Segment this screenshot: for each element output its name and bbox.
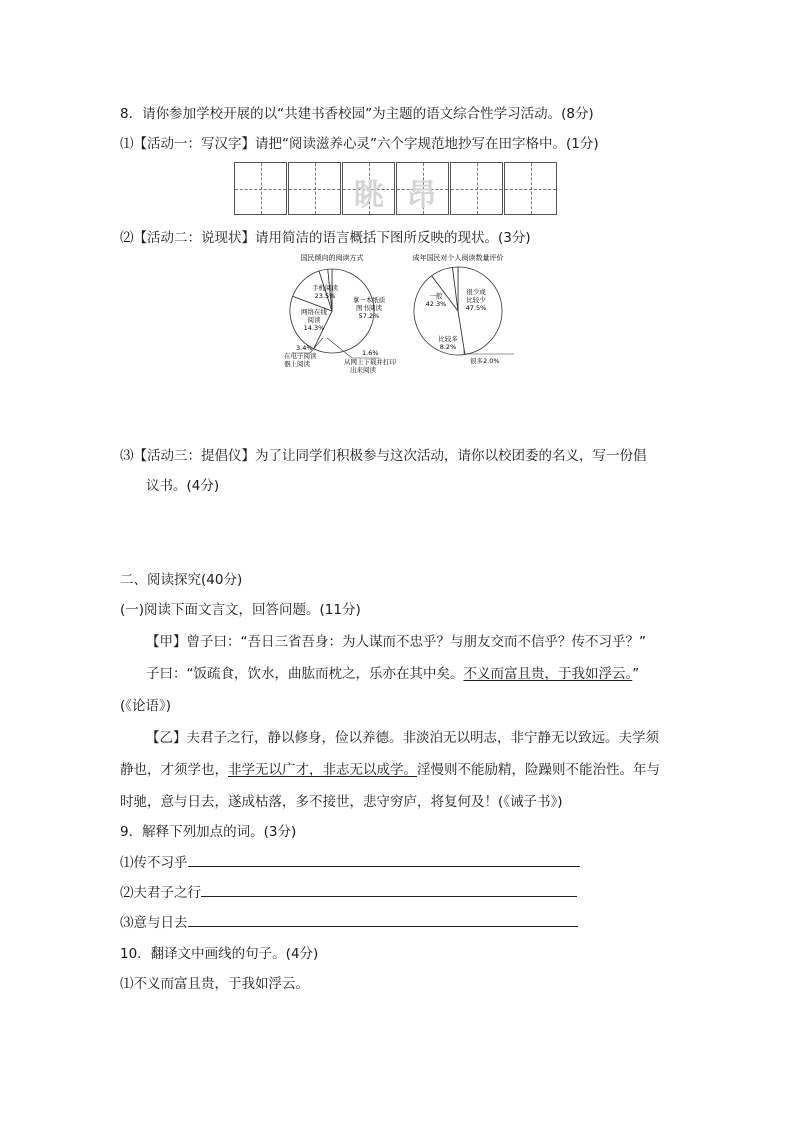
passage-yi-line3: 时驰，意与日去，遂成枯落，多不接世，悲守穷庐，将复何及！(《诫子书》) bbox=[120, 794, 563, 810]
q8-activity-2: ⑵【活动二：说现状】请用简洁的语言概括下图所反映的现状。(3分) bbox=[120, 230, 531, 246]
chart1-label-online-1: 网络在线 bbox=[301, 308, 327, 316]
section2-sub1: (一)阅读下面文言文，回答问题。(11分) bbox=[120, 602, 361, 618]
passage-yi-line1: 【乙】夫君子之行，静以修身，俭以养德。非淡泊无以明志，非宁静无以致远。夫学须 bbox=[146, 730, 659, 746]
q9-item-1 bbox=[120, 852, 580, 873]
chart1-label-ereader-2: 器上阅读 bbox=[284, 360, 310, 368]
chart1-label-print-1: 从网上下载并打印 bbox=[344, 358, 396, 366]
chart2-label-avg: 一般 bbox=[429, 292, 443, 300]
chart1-value-paper: 57.2% bbox=[358, 312, 380, 320]
chart2-value-avg: 42.3% bbox=[425, 300, 447, 308]
chart1-title: 国民倾向的阅读方式 bbox=[300, 254, 364, 262]
answer-line-q9-3[interactable] bbox=[188, 912, 578, 927]
chart2-label-few-1: 很少或 bbox=[466, 288, 486, 296]
chart1-label-ereader-1: 在电子阅读 bbox=[284, 352, 317, 360]
grid-cell[interactable] bbox=[288, 162, 341, 215]
passage-jia-line2 bbox=[146, 664, 639, 684]
chart2-title: 成年国民对个人阅读数量评价 bbox=[412, 254, 504, 262]
q8-title: 8．请你参加学校开展的以“共建书香校园”为主题的语文综合性学习活动。(8分) bbox=[120, 106, 594, 122]
underlined-sentence-2: 非学无以广才，非志无以成学。 bbox=[228, 762, 417, 778]
grid-cell[interactable] bbox=[234, 162, 287, 215]
passage-yi-line2 bbox=[120, 760, 660, 780]
chart2-slices bbox=[414, 267, 502, 355]
chart1-label-paper-1: 拿一本纸质 bbox=[352, 296, 386, 304]
pie-chart-reading-methods bbox=[270, 250, 410, 378]
chart1-label-online-2: 阅读 bbox=[307, 316, 321, 324]
pie-chart-reading-amount bbox=[404, 250, 524, 378]
q9-item-3 bbox=[120, 912, 578, 933]
passage-jia-line1: 【甲】曾子曰：“吾日三省吾身：为人谋而不忠乎？与朋友交而不信乎？传不习乎？” bbox=[146, 634, 646, 650]
chart2-label-many: 很多2.0% bbox=[470, 357, 500, 365]
chart1-label-print-2: 出来阅读 bbox=[350, 366, 376, 374]
answer-line-q9-2[interactable] bbox=[201, 882, 577, 897]
watermark: 眺 昂 bbox=[354, 178, 443, 213]
q9-item-3-label: ⑶意与日去 bbox=[120, 915, 188, 931]
chart2-value-more: 8.2% bbox=[439, 343, 457, 351]
answer-line-q9-1[interactable] bbox=[188, 852, 580, 867]
chart1-label-phone: 手机阅读 bbox=[312, 284, 338, 292]
q8-activity-1: ⑴【活动一：写汉字】请把“阅读滋养心灵”六个字规范地抄写在田字格中。(1分) bbox=[120, 136, 599, 152]
chart1-label-paper-2: 图书阅读 bbox=[356, 304, 382, 312]
grid-cell[interactable] bbox=[450, 162, 503, 215]
chart1-value-ereader: 3.4% bbox=[296, 344, 313, 352]
passage-jia-source: (《论语》) bbox=[120, 698, 172, 714]
tianzige-grid[interactable] bbox=[234, 162, 558, 216]
passage-yi-text-cont: 淫慢则不能励精，险躁则不能治性。年与 bbox=[417, 762, 660, 778]
q9-title: 9．解释下列加点的词。(3分) bbox=[120, 824, 297, 840]
chart2-label-few-2: 比较少 bbox=[466, 296, 486, 304]
section2-title: 二、阅读探究(40分) bbox=[120, 572, 243, 588]
q8-activity-3-line2: 议书。(4分) bbox=[146, 478, 220, 494]
q9-item-1-label: ⑴传不习乎 bbox=[120, 855, 188, 871]
chart1-value-phone: 23.5% bbox=[314, 292, 336, 300]
q10-item-1: ⑴不义而富且贵，于我如浮云。 bbox=[120, 976, 309, 992]
chart1-value-print: 1.6% bbox=[362, 349, 379, 357]
chart2-label-more: 比较多 bbox=[438, 335, 458, 343]
passage-jia-close: ” bbox=[632, 666, 640, 682]
q8-activity-3-line1: ⑶【活动三：提倡仪】为了让同学们积极参与这次活动，请你以校团委的名义，写一份倡 bbox=[120, 448, 647, 464]
chart2-value-few: 47.5% bbox=[465, 304, 487, 312]
grid-cell[interactable] bbox=[504, 162, 557, 215]
chart1-value-online: 14.3% bbox=[303, 324, 325, 332]
q10-title: 10．翻译文中画线的句子。(4分) bbox=[120, 946, 319, 962]
underlined-sentence-1: 不义而富且贵，于我如浮云。 bbox=[463, 666, 633, 682]
q9-item-2 bbox=[120, 882, 577, 903]
q9-item-2-label: ⑵夫君子之行 bbox=[120, 885, 201, 901]
passage-yi-text: 静也，才须学也， bbox=[120, 762, 228, 778]
passage-jia-text: 子曰：“饭疏食，饮水，曲肱而枕之，乐亦在其中矣。 bbox=[146, 666, 464, 682]
